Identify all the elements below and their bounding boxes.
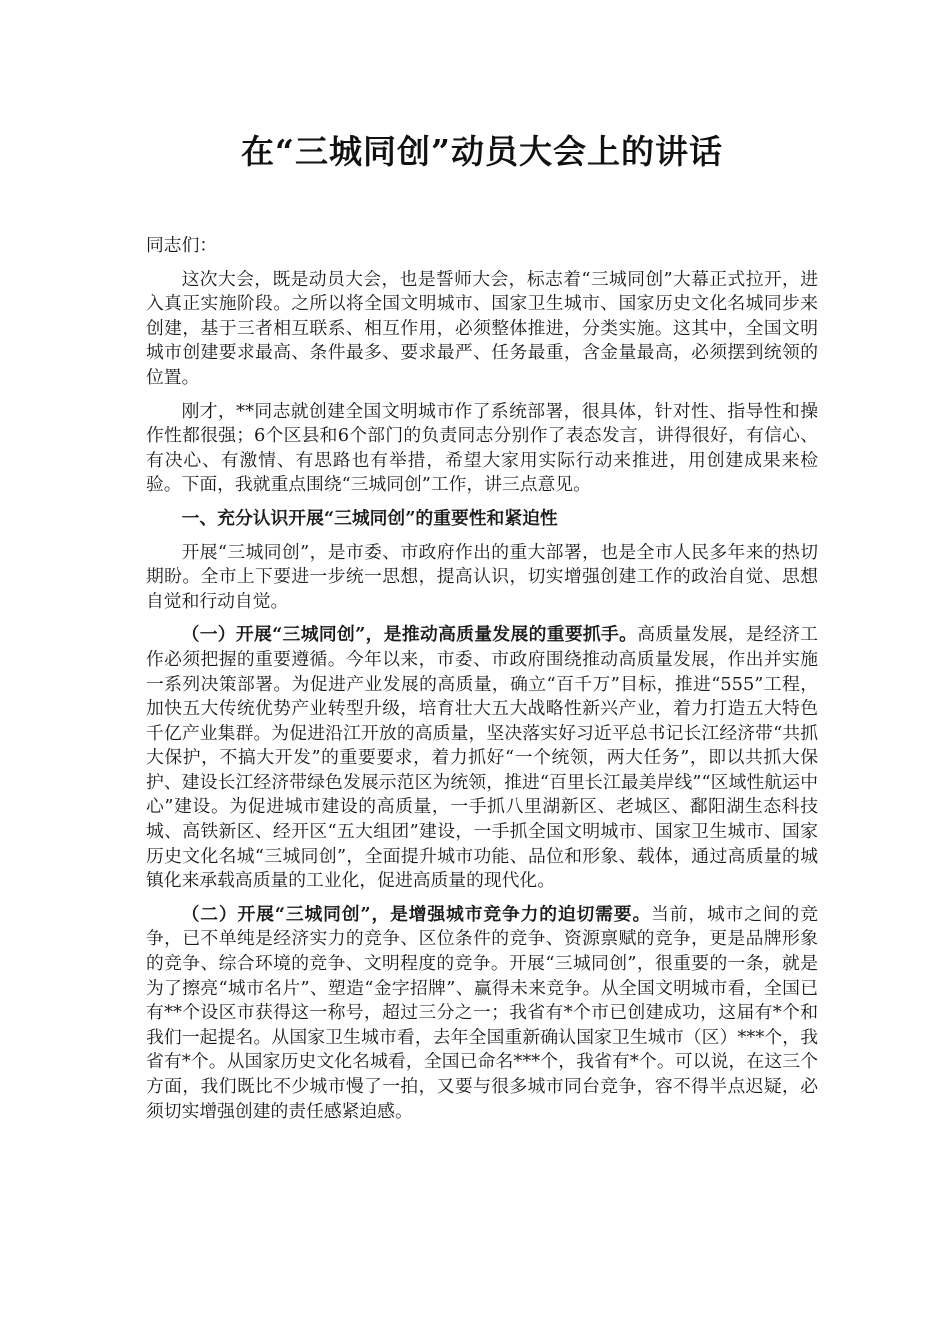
- document-body: [146, 234, 818, 1133]
- subsection-2-text: 当前，城市之间的竞争，已不单纯是经济实力的竞争、区位条件的竞争、资源禀赋的竞争，更是品牌形象的竞争、综合环境的竞争、文明程度的竞争。开展“三城同创”，很重要的一条，就是为了擦亮“城市名片”、塑造“金字招牌”、赢得未来竞争。从全国文明城市看，全国已有**个设区市获得这一称号，超过三分之一；我省有*个市已创建成功，这届有*个和我们一起提名。从国家卫生城市看，去年全国重新确认国家卫生城市（区）***个，我省有*个。从国家历史文化名城看，全国已命名***个，我省有*个。可以说，在这三个方面，我们既比不少城市慢了一拍，又要与很多城市同台竞争，容不得半点迟疑，必须切实增强创建的责任感紧迫感。: [146, 903, 818, 1122]
- section-1-intro: 开展“三城同创”，是市委、市政府作出的重大部署，也是全市人民多年来的热切期盼。全市上下要进一步统一思想，提高认识，切实增强创建工作的政治自觉、思想自觉和行动自觉。: [146, 541, 818, 612]
- salutation: 同志们：: [146, 235, 218, 256]
- subsection-1-lead: （一）开展“三城同创”，是推动高质量发展的重要抓手。: [181, 624, 638, 646]
- subsection-1-text: 高质量发展，是经济工作必须把握的重要遵循。今年以来，市委、市政府围绕推动高质量发展，作出并实施一系列决策部署。为促进产业发展的高质量，确立“百千万”目标，推进“555”工程，加快五大传统优势产业转型升级，培育壮大五大战略性新兴产业，着力打造五大特色千亿产业集群。为促进沿江开放的高质量，坚决落实好习近平总书记长江经济带“共抓大保护，不搞大开发”的重要要求，着力抓好“一个统领，两大任务”，即以共抓大保护、建设长江经济带绿色发展示范区为统领，推进“百里长江最美岸线”“区域性航运中心”建设。为促进城市建设的高质量，一手抓八里湖新区、老城区、鄱阳湖生态科技城、高铁新区、经开区“五大组团”建设，一手抓全国文明城市、国家卫生城市、国家历史文化名城“三城同创”，全面提升城市功能、品位和形象、载体，通过高质量的城镇化来承载高质量的工业化，促进高质量的现代化。: [146, 624, 818, 892]
- paragraph-remarks: 刚才，**同志就创建全国文明城市作了系统部署，很具体，针对性、指导性和操作性都很强；6个区县和6个部门的负责同志分别作了表态发言，讲得很好，有信心、有决心、有激情、有思路也有举措，希望大家用实际行动来推进，用创建成果来检验。下面，我就重点围绕“三城同创”工作，讲三点意见。: [146, 400, 818, 496]
- subsection-1: [146, 623, 818, 894]
- paragraph-opening: 这次大会，既是动员大会，也是誓师大会，标志着“三城同创”大幕正式拉开，进入真正实施阶段。之所以将全国文明城市、国家卫生城市、国家历史文化名城同步来创建，基于三者相互联系、相互作用，必须整体推进，分类实施。这其中，全国文明城市创建要求最高、条件最多、要求最严、任务最重，含金量最高，必须摆到统领的位置。: [146, 268, 818, 388]
- document-title: 在“三城同创”动员大会上的讲话: [241, 132, 723, 171]
- subsection-2-lead: （二）开展“三城同创”，是增强城市竞争力的迫切需要。: [181, 903, 652, 925]
- subsection-2: [146, 903, 818, 1124]
- section-heading-1: 一、充分认识开展“三城同创”的重要性和紧迫性: [181, 507, 558, 529]
